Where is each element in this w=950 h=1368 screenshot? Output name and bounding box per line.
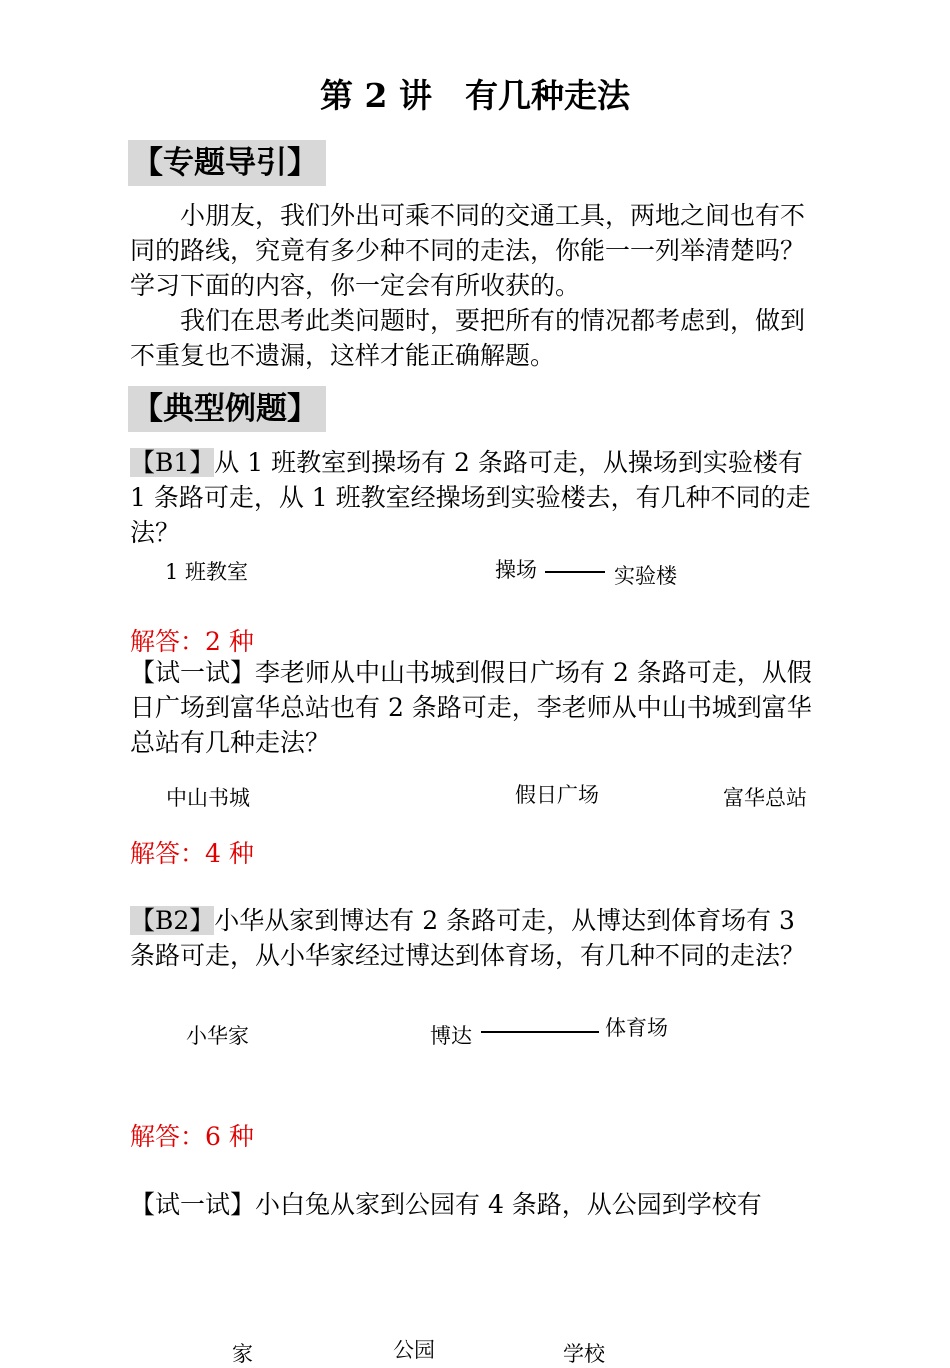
b2-route-line: [481, 1031, 599, 1033]
b1-label-classroom: 1 班教室: [165, 560, 249, 584]
page-title: 第 2 讲 有几种走法: [320, 76, 630, 115]
try1-label-station: 富华总站: [723, 786, 807, 810]
example-b2-text: 小华从家到博达有 2 条路可走，从博达到体育场有 3 条路可走，从小华家经过博达到体育场，有几种不同的走法？: [130, 906, 806, 970]
b2-label-stadium: 体育场: [605, 1016, 668, 1040]
try1-answer: 解答：4 种: [130, 839, 254, 868]
try2-label-home: 家: [232, 1342, 253, 1366]
intro-heading: 【专题导引】: [128, 140, 326, 186]
examples-heading: 【典型例题】: [128, 386, 326, 432]
example-b2: [130, 903, 822, 973]
intro-paragraph-1: 小朋友，我们外出可乘不同的交通工具，两地之间也有不同的路线，究竟有多少种不同的走法，你能一一列举清楚吗？学习下面的内容，你一定会有所收获的。: [130, 201, 806, 300]
b2-label-boda: 博达: [430, 1024, 472, 1048]
try2-label-school: 学校: [563, 1342, 605, 1366]
b1-label-playground: 操场: [495, 558, 537, 582]
b2-answer: 解答：6 种: [130, 1122, 254, 1151]
b1-label-lab: 实验楼: [614, 564, 677, 588]
intro-paragraph-2: 我们在思考此类问题时，要把所有的情况都考虑到，做到不重复也不遗漏，这样才能正确解题。: [130, 306, 806, 370]
try1-label-square: 假日广场: [515, 783, 599, 807]
example-b1-tag: 【B1】: [130, 448, 215, 477]
b2-label-home: 小华家: [186, 1024, 249, 1048]
try-1: 【试一试】李老师从中山书城到假日广场有 2 条路可走，从假日广场到富华总站也有 2 条路可走，李老师从中山书城到富华总站有几种走法？: [130, 658, 812, 757]
example-b1: [130, 445, 822, 550]
b1-answer: 解答：2 种: [130, 627, 254, 656]
try2-label-park: 公园: [393, 1338, 435, 1362]
example-b2-tag: 【B2】: [130, 906, 215, 935]
try1-label-bookcity: 中山书城: [166, 786, 250, 810]
b1-route-line: [545, 571, 605, 573]
try-2: 【试一试】小白兔从家到公园有 4 条路，从公园到学校有: [130, 1190, 762, 1219]
example-b1-text: 从 1 班教室到操场有 2 条路可走，从操场到实验楼有 1 条路可走，从 1 班教室经操场到实验楼去，有几种不同的走法？: [130, 448, 811, 547]
